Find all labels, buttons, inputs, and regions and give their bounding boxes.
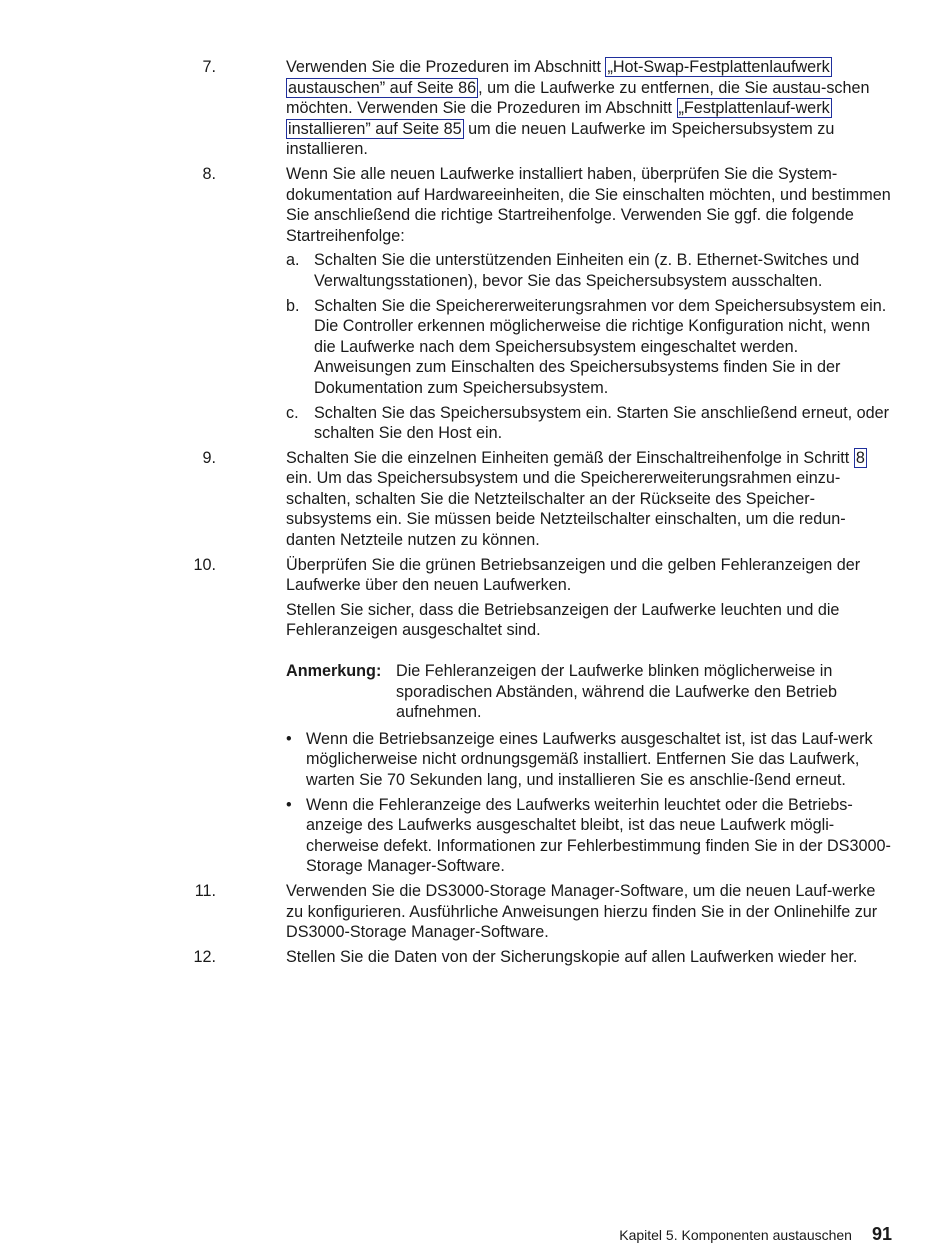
footer-page-number: 91	[871, 1224, 892, 1244]
text-run: Verwenden Sie die DS3000-Storage Manager-Software, um die neuen Lauf-werke zu konfigurieren. Ausführliche Anweisungen hierzu finden Sie in der Onlinehilfe zur DS3000-Storage Manager-Software.	[286, 881, 878, 942]
step-number: 9.	[202, 448, 216, 467]
note-label: Anmerkung:	[286, 662, 382, 681]
step-12	[0, 947, 894, 968]
text-run: um die neuen Laufwerke im Speichersubsystem zu installieren.	[286, 119, 835, 159]
step-text	[286, 164, 894, 246]
text-run: Verwenden Sie die Prozeduren im Abschnitt	[286, 58, 606, 76]
step-11	[0, 881, 894, 943]
substep-text: Schalten Sie die unterstützenden Einheiten ein (z. B. Ethernet-Switches und Verwaltungsstationen), bevor Sie das Speichersubsystem ausschalten.	[314, 251, 860, 290]
step-number: 7.	[202, 58, 216, 76]
step-number: 8.	[202, 164, 216, 183]
page-footer	[619, 1224, 892, 1246]
text-run: ein. Um das Speichersubsystem und die Speichererweiterungsrahmen einzu-schalten, schalten Sie die Netzteilschalter an der Rückseite des Speicher-subsystems ein. Sie müssen beide Netzteilschalter einschalten, um die redun-danten Netzteile nutzen zu können.	[286, 469, 846, 550]
substep-letter: c.	[286, 403, 299, 422]
text-run: Schalten Sie die einzelnen Einheiten gemäß der Einschaltreihenfolge in Schritt	[286, 448, 854, 467]
bullet-icon: •	[286, 795, 292, 814]
link-festplattenlaufwerk-installieren[interactable]: „Festplattenlauf-werk installieren” auf Seite 85	[288, 99, 830, 138]
step-number: 11.	[194, 881, 216, 900]
substep-letter: a.	[286, 251, 300, 270]
note-block	[286, 661, 894, 723]
step-text	[286, 57, 894, 160]
substep-letter: b.	[286, 296, 300, 315]
substep-b	[286, 296, 894, 399]
substep-text: Schalten Sie die Speichererweiterungsrahmen vor dem Speichersubsystem ein. Die Controller erkennen möglicherweise die richtige Konfiguration nicht, wenn die Laufwerke nach dem Speichersubsystem eingeschaltet werden. Anweisungen zum Einschalten des Speichersubsystems finden Sie in der Dokumentation zum Speichersubsystem.	[314, 296, 887, 397]
step-10	[0, 555, 894, 877]
step-text	[286, 448, 894, 551]
text-run: Wenn Sie alle neuen Laufwerke installiert haben, überprüfen Sie die System-dokumentation auf Hardwareeinheiten, die Sie einschalten möchten, und bestimmen Sie anschließend die richtige Startreihenfolge. Verwenden Sie ggf. die folgende Startreihenfolge:	[286, 164, 891, 245]
bullet-icon: •	[286, 729, 292, 748]
step-text	[286, 881, 894, 943]
text-run: Überprüfen Sie die grünen Betriebsanzeigen und die gelben Fehleranzeigen der Laufwerke über den neuen Laufwerken.	[286, 555, 861, 595]
note-text: Die Fehleranzeigen der Laufwerke blinken möglicherweise in sporadischen Abständen, während die Laufwerke den Betrieb aufnehmen.	[396, 662, 837, 722]
substep-a	[286, 250, 894, 291]
step-7	[0, 57, 894, 160]
step-8	[0, 164, 894, 444]
bullet-text: Wenn die Betriebsanzeige eines Laufwerks ausgeschaltet ist, ist das Lauf-werk möglicherweise nicht ordnungsgemäß installiert. Entfernen Sie das Laufwerk, warten Sie 70 Sekunden lang, und installieren Sie es anschlie-ßend erneut.	[306, 729, 873, 789]
substep-c	[286, 403, 894, 444]
bullet-item	[286, 795, 894, 877]
step-number: 10.	[193, 555, 216, 574]
text-run: , um die Laufwerke zu entfernen, die Sie austau-schen möchten. Verwenden Sie die Prozeduren im Abschnitt	[286, 78, 870, 118]
bullet-text: Wenn die Fehleranzeige des Laufwerks weiterhin leuchtet oder die Betriebs-anzeige des Laufwerks ausgeschaltet bleibt, ist das neue Laufwerk mögli-cherweise defekt. Informationen zur Fehlerbestimmung finden Sie in der DS3000-Storage Manager-Software.	[306, 795, 891, 876]
link-step-8[interactable]: 8	[855, 448, 865, 467]
document-body	[0, 57, 950, 971]
bullet-item	[286, 729, 894, 791]
step-text	[286, 947, 894, 968]
step-9	[0, 448, 894, 551]
footer-chapter-title: Kapitel 5. Komponenten austauschen	[619, 1227, 852, 1243]
text-run: Stellen Sie die Daten von der Sicherungskopie auf allen Laufwerken wieder her.	[286, 947, 858, 966]
step-paragraph: Stellen Sie sicher, dass die Betriebsanzeigen der Laufwerke leuchten und die Fehleranzeigen ausgeschaltet sind.	[286, 600, 840, 640]
step-text	[286, 555, 894, 596]
link-hot-swap-festplattenlaufwerk-austauschen[interactable]: „Hot-Swap-Festplattenlaufwerk austauschen” auf Seite 86	[288, 58, 830, 97]
step-number: 12.	[193, 947, 216, 966]
substep-text: Schalten Sie das Speichersubsystem ein. Starten Sie anschließend erneut, oder schalten Sie den Host ein.	[314, 403, 889, 443]
